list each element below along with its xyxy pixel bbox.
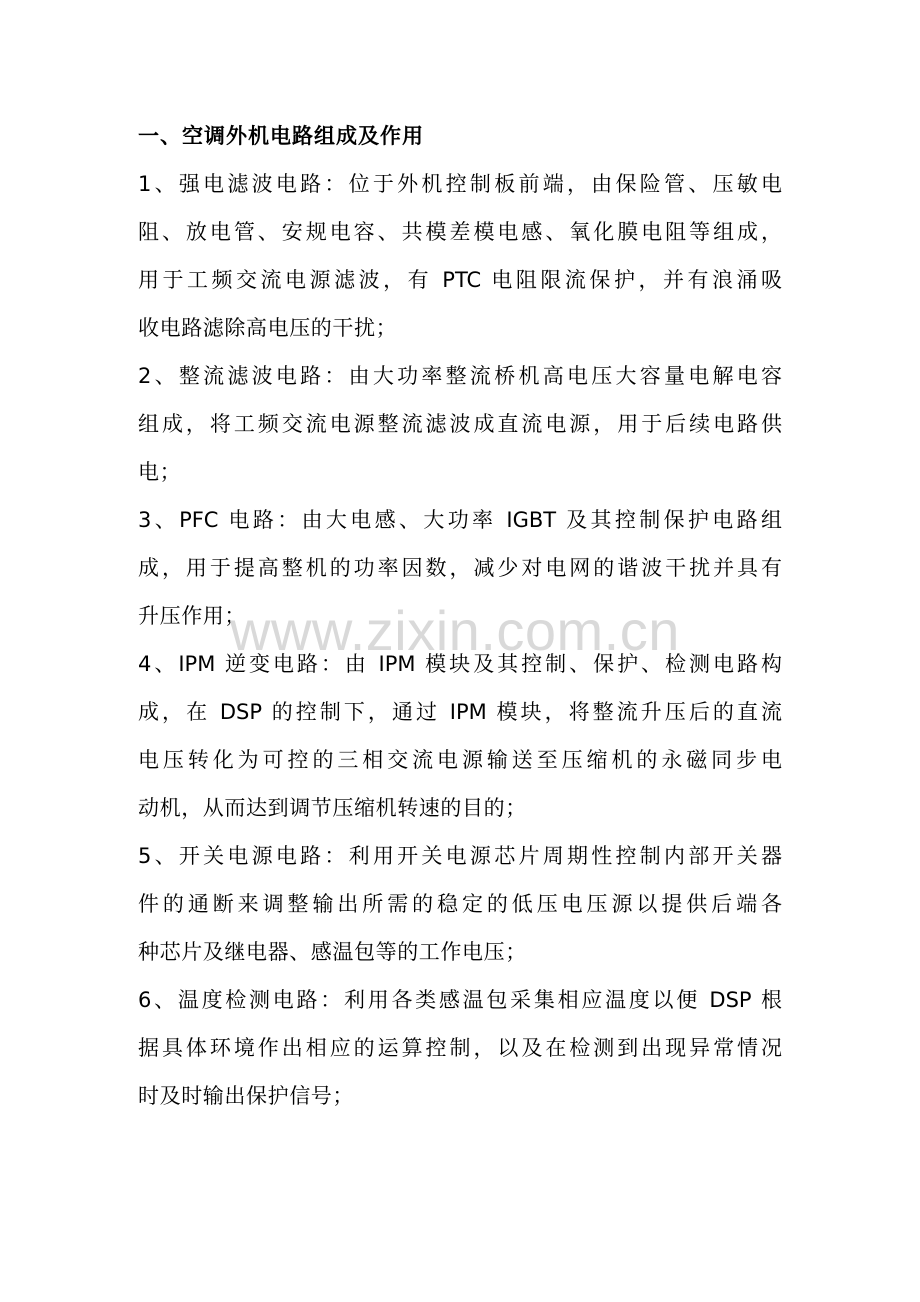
watermark: www.zixin.com.cn xyxy=(230,599,680,662)
paragraph-line: 电； xyxy=(138,460,182,484)
paragraph-line: 4、IPM 逆变电路：由 IPM 模块及其控制、保护、检测电路构 xyxy=(138,652,782,676)
paragraph-line: 阻、放电管、安规电容、共模差模电感、氧化膜电阻等组成， xyxy=(138,220,782,244)
paragraph-line: 2、整流滤波电路：由大功率整流桥机高电压大容量电解电容 xyxy=(138,364,782,388)
paragraph-line: 时及时输出保护信号； xyxy=(138,1084,354,1108)
paragraph-line: 收电路滤除高电压的干扰； xyxy=(138,316,398,340)
paragraph-line: 升压作用； xyxy=(138,604,246,628)
paragraph-line: 种芯片及继电器、感温包等的工作电压； xyxy=(138,940,527,964)
paragraph-line: 6、温度检测电路：利用各类感温包采集相应温度以便 DSP 根 xyxy=(138,988,782,1012)
paragraph-line: 电压转化为可控的三相交流电源输送至压缩机的永磁同步电 xyxy=(138,748,782,772)
section-heading: 一、空调外机电路组成及作用 xyxy=(138,124,424,148)
paragraph-line: 组成，将工频交流电源整流滤波成直流电源，用于后续电路供 xyxy=(138,412,782,436)
paragraph-line: 1、强电滤波电路：位于外机控制板前端，由保险管、压敏电 xyxy=(138,172,782,196)
paragraph-line: 动机，从而达到调节压缩机转速的目的； xyxy=(138,796,527,820)
paragraph-line: 据具体环境作出相应的运算控制，以及在检测到出现异常情况 xyxy=(138,1036,782,1060)
paragraph-line: 3、PFC 电路：由大电感、大功率 IGBT 及其控制保护电路组 xyxy=(138,508,782,532)
paragraph-line: 5、开关电源电路：利用开关电源芯片周期性控制内部开关器 xyxy=(138,844,782,868)
paragraph-line: 用于工频交流电源滤波，有 PTC 电阻限流保护，并有浪涌吸 xyxy=(138,268,782,292)
paragraph-line: 成，用于提高整机的功率因数，减少对电网的谐波干扰并具有 xyxy=(138,556,782,580)
paragraph-line: 件的通断来调整输出所需的稳定的低压电压源以提供后端各 xyxy=(138,892,782,916)
paragraph-line: 成，在 DSP 的控制下，通过 IPM 模块，将整流升压后的直流 xyxy=(138,700,782,724)
